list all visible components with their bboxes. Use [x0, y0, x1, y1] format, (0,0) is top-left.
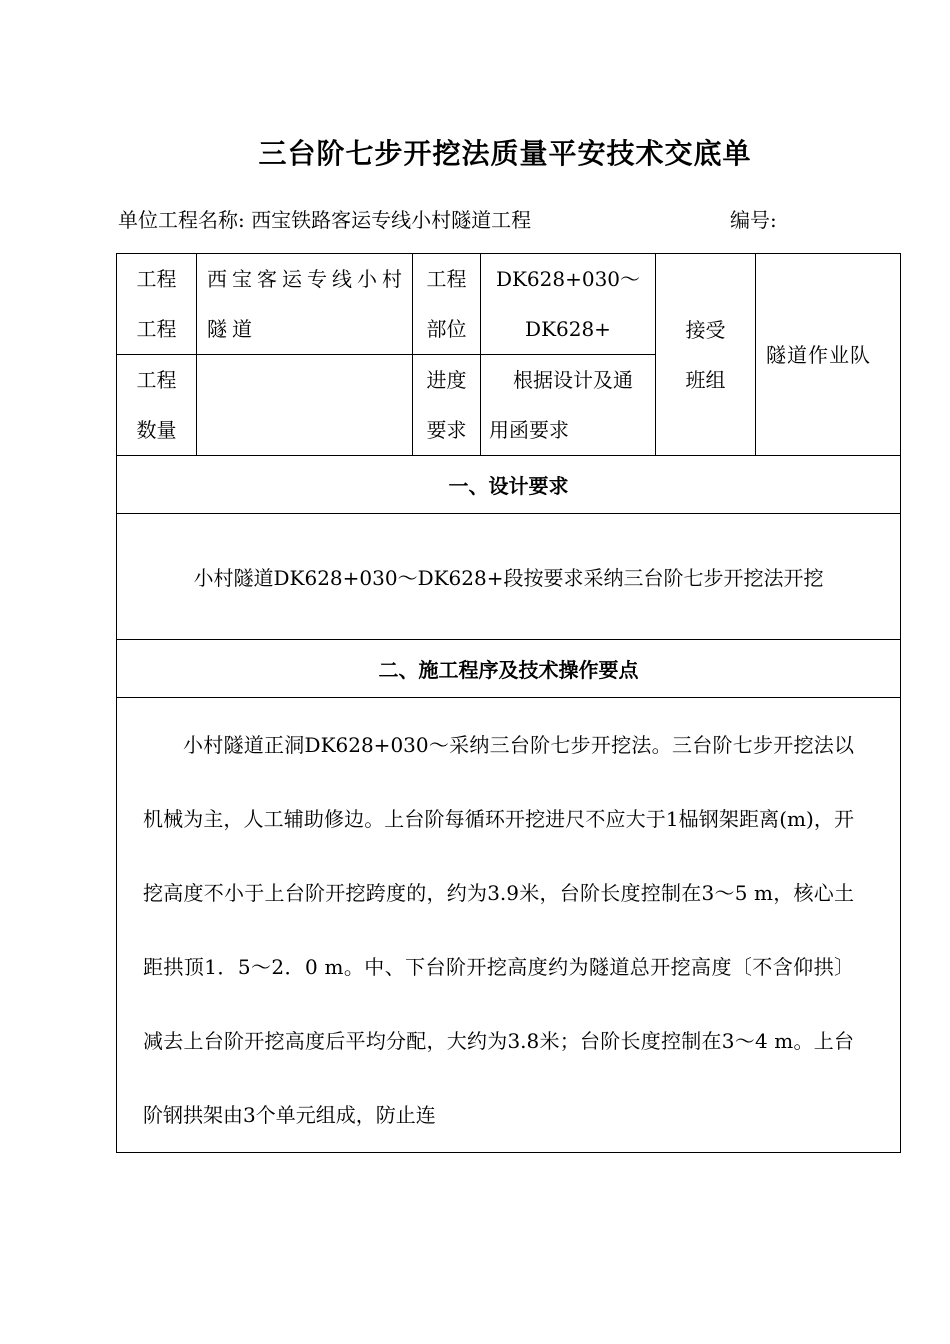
schedule-label: 进度 要求: [413, 355, 481, 456]
table-row: [117, 514, 901, 640]
table-row: [117, 640, 901, 698]
table-row: [117, 456, 901, 514]
document-title: 三台阶七步开挖法质量平安技术交底单: [258, 137, 752, 170]
schedule-value: 根据设计及通 用函要求: [481, 355, 656, 456]
procedure-text: 小村隧道正洞DK628+030～采纳三台阶七步开挖法。三台阶七步开挖法以机械为主，人工辅助修边。上台阶每循环开挖进尺不应大于1榀钢架距离(m)，开挖高度不小于上台阶开挖跨度的，约为3.9米，台阶长度控制在3～5 m，核心土距拱顶1．5～2．0 m。中、下台阶开挖高度约为隧道总开挖高度〔不含仰拱〕减去上台阶开挖高度后平均分配，大约为3.8米；台阶长度控制在3～4 m。上台阶钢拱架由3个单元组成，防止连: [143, 733, 854, 1127]
project-name-value: 西宝客运专线小村 隧道: [197, 254, 413, 355]
project-location-label: 工程 部位: [413, 254, 481, 355]
unit-project-value: 西宝铁路客运专线小村隧道工程: [251, 208, 532, 232]
receiver-team-value: 隧道作业队: [756, 254, 901, 456]
handover-table: [116, 253, 901, 1153]
unit-project-label: 单位工程名称:: [118, 208, 245, 232]
quantity-value: [197, 355, 413, 456]
table-row: [117, 254, 901, 355]
unit-project-line: [118, 204, 531, 233]
quantity-label: 工程 数量: [117, 355, 197, 456]
project-location-value: DK628+030～ DK628+: [481, 254, 656, 355]
receiver-team-label: 接受 班组: [656, 254, 756, 456]
design-requirements-heading: 一、设计要求: [117, 456, 901, 514]
project-name-label: 工程 工程: [117, 254, 197, 355]
procedure-text-cell: [117, 698, 901, 1153]
procedure-heading: 二、施工程序及技术操作要点: [117, 640, 901, 698]
design-requirements-text: 小村隧道DK628+030～DK628+段按要求采纳三台阶七步开挖法开挖: [117, 514, 901, 640]
table-row: [117, 698, 901, 1153]
document-number-label: 编号:: [730, 208, 777, 232]
